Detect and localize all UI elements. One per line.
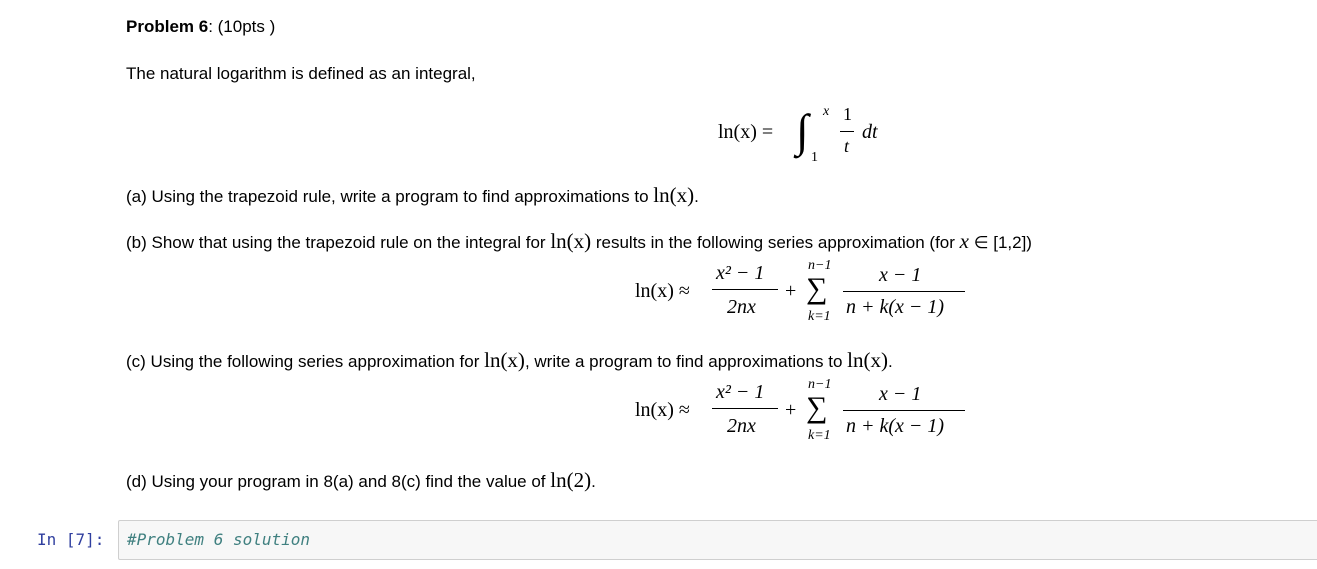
series-2-sum-symbol: ∑ (806, 391, 828, 424)
integral-upper-limit: x (823, 104, 830, 119)
code-cell[interactable] (118, 520, 1317, 560)
part-c-mid: , write a program to find approximations to (524, 352, 848, 371)
part-c-end: . (887, 352, 893, 371)
series-2-frac2-numerator: x − 1 (879, 383, 922, 405)
integral-numerator: 1 (843, 104, 852, 124)
series-2-frac1-bar (712, 408, 778, 409)
problem-title-bold: Problem 6 (126, 17, 209, 36)
integral-sign: ∫ (796, 105, 809, 156)
series-1-sum-lower: k=1 (808, 309, 831, 324)
series-2-sum-upper: n−1 (808, 377, 832, 392)
part-a-text: (a) Using the trapezoid rule, write a program to find approximations to (126, 187, 654, 206)
series-1-frac2-numerator: x − 1 (879, 264, 922, 286)
part-b-math: ln(x) (550, 229, 592, 253)
intro-text: The natural logarithm is defined as an integral, (126, 64, 476, 83)
series-1-lhs: ln(x) ≈ (635, 280, 690, 302)
problem-title (126, 16, 275, 38)
integral-fraction-bar (840, 131, 854, 132)
part-b-var: x (959, 229, 969, 253)
part-c-math: ln(x) (484, 348, 525, 372)
part-c-text: (c) Using the following series approximation for (126, 352, 485, 371)
series-1-frac1-bar (712, 289, 778, 290)
series-1-frac2-bar (843, 291, 965, 292)
series-2-frac1-denominator: 2nx (727, 415, 756, 437)
part-d-text: (d) Using your program in 8(a) and 8(c) find the value of (126, 472, 551, 491)
part-b-mid: results in the following series approximation (for (591, 233, 960, 252)
series-2-lhs: ln(x) ≈ (635, 399, 690, 421)
part-b (126, 230, 1032, 254)
integral-lower-limit: 1 (811, 150, 818, 165)
series-1-frac2-denominator: n + k(x − 1) (846, 296, 945, 318)
cell-prompt: In [7]: (37, 530, 105, 549)
series-2-plus: + (785, 399, 797, 421)
part-d (126, 469, 596, 493)
series-2-frac2-denominator: n + k(x − 1) (846, 415, 945, 437)
series-2-frac1-numerator: x² − 1 (716, 381, 765, 403)
part-a (126, 184, 699, 208)
part-d-math: ln(2) (550, 468, 592, 492)
integral-denominator: t (844, 136, 850, 156)
series-2-sum-lower: k=1 (808, 428, 831, 443)
code-cell-content[interactable]: #Problem 6 solution (127, 530, 311, 549)
part-c-math2: ln(x) (847, 348, 888, 372)
part-a-end: . (694, 187, 699, 206)
series-1-plus: + (785, 280, 797, 302)
problem-points: : (10pts ) (208, 17, 276, 36)
part-b-set: ∈ [1,2]) (968, 233, 1032, 252)
series-1-sum-upper: n−1 (808, 258, 832, 273)
series-1-frac1-numerator: x² − 1 (716, 262, 765, 284)
series-2-frac2-bar (843, 410, 965, 411)
part-b-text: (b) Show that using the trapezoid rule on the integral for (126, 233, 551, 252)
series-1-frac1-denominator: 2nx (727, 296, 756, 318)
series-1-sum-symbol: ∑ (806, 272, 828, 305)
integral-lhs: ln(x) = (718, 121, 774, 143)
integral-dt: dt (862, 121, 878, 143)
part-c (126, 349, 893, 373)
part-a-math: ln(x) (653, 183, 695, 207)
part-d-end: . (591, 472, 596, 491)
